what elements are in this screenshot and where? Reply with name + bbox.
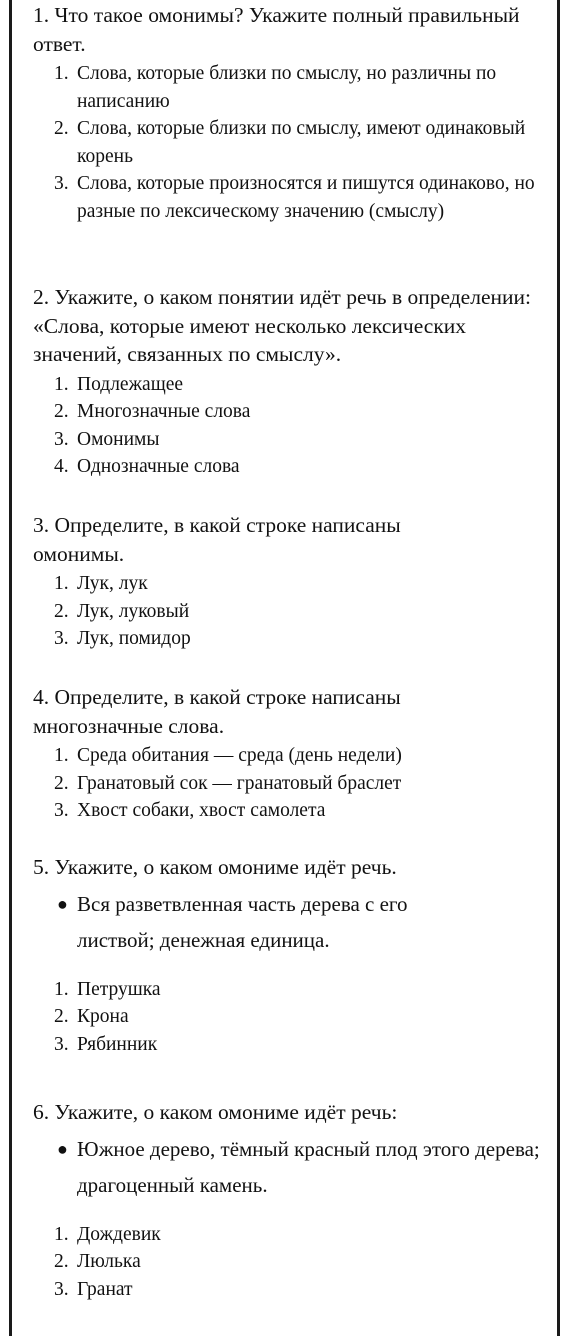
answer-option[interactable]: 1. Среда обитания — среда (день недели) bbox=[54, 745, 402, 766]
bullet-icon: ● bbox=[57, 1138, 68, 1159]
answer-option[interactable]: 1. Лук, лук bbox=[54, 573, 148, 594]
answer-option[interactable]: 3. Хвост собаки, хвост самолета bbox=[54, 800, 326, 821]
question-text: 5. Укажите, о каком омониме идёт речь. bbox=[33, 855, 397, 879]
question-definition: ● Южное дерево, тёмный красный плод этого дерева; драгоценный камень. bbox=[33, 1131, 547, 1203]
question-text: 4. Определите, в какой строке написаны многозначные слова. bbox=[33, 685, 401, 738]
answer-options bbox=[33, 742, 473, 825]
answer-options bbox=[33, 60, 538, 225]
answer-option[interactable]: 2. Крона bbox=[54, 1006, 129, 1027]
answer-options bbox=[33, 570, 473, 653]
answer-option[interactable]: 3. Гранат bbox=[54, 1278, 133, 1300]
answer-option[interactable]: 2. Гранатовый сок — гранатовый браслет bbox=[54, 772, 402, 794]
answer-option[interactable]: 4. Однозначные слова bbox=[54, 456, 240, 477]
answer-options bbox=[33, 976, 538, 1059]
question-2 bbox=[33, 283, 538, 481]
answer-option[interactable]: 3. Омонимы bbox=[54, 428, 160, 450]
question-text: 3. Определите, в какой строке написаны омонимы. bbox=[33, 513, 401, 566]
answer-options bbox=[33, 1221, 538, 1304]
question-3 bbox=[33, 511, 473, 653]
answer-option[interactable]: 3. Рябинник bbox=[54, 1033, 158, 1055]
question-definition: ● Вся разветвленная часть дерева с его листвой; денежная единица. bbox=[33, 886, 457, 958]
answer-option[interactable]: 1. Слова, которые близки по смыслу, но различны по написанию bbox=[54, 63, 497, 112]
answer-option[interactable]: 3. Лук, помидор bbox=[54, 628, 191, 649]
answer-option[interactable]: 1. Дождевик bbox=[54, 1223, 161, 1245]
question-4 bbox=[33, 683, 473, 825]
question-text: 2. Укажите, о каком понятии идёт речь в определении: «Слова, которые имеют несколько лексических значений, связанных по смыслу». bbox=[33, 285, 531, 366]
question-6 bbox=[33, 1098, 538, 1303]
answer-option[interactable]: 2. Многозначные слова bbox=[54, 401, 251, 422]
answer-option[interactable]: 3. Слова, которые произносятся и пишутся одинаково, но разные по лексическому значению (смыслу) bbox=[54, 173, 535, 222]
bullet-icon: ● bbox=[57, 893, 68, 914]
answer-option[interactable]: 1. Подлежащее bbox=[54, 373, 184, 395]
question-1 bbox=[33, 1, 538, 225]
answer-options bbox=[33, 371, 538, 481]
answer-option[interactable]: 1. Петрушка bbox=[54, 978, 161, 1000]
question-text: 1. Что такое омонимы? Укажите полный правильный ответ. bbox=[33, 3, 520, 56]
answer-option[interactable]: 2. Слова, которые близки по смыслу, имеют одинаковый корень bbox=[54, 118, 526, 167]
question-text: 6. Укажите, о каком омониме идёт речь: bbox=[33, 1100, 398, 1124]
answer-option[interactable]: 2. Лук, луковый bbox=[54, 600, 190, 622]
question-5 bbox=[33, 853, 538, 1058]
answer-option[interactable]: 2. Люлька bbox=[54, 1251, 141, 1272]
